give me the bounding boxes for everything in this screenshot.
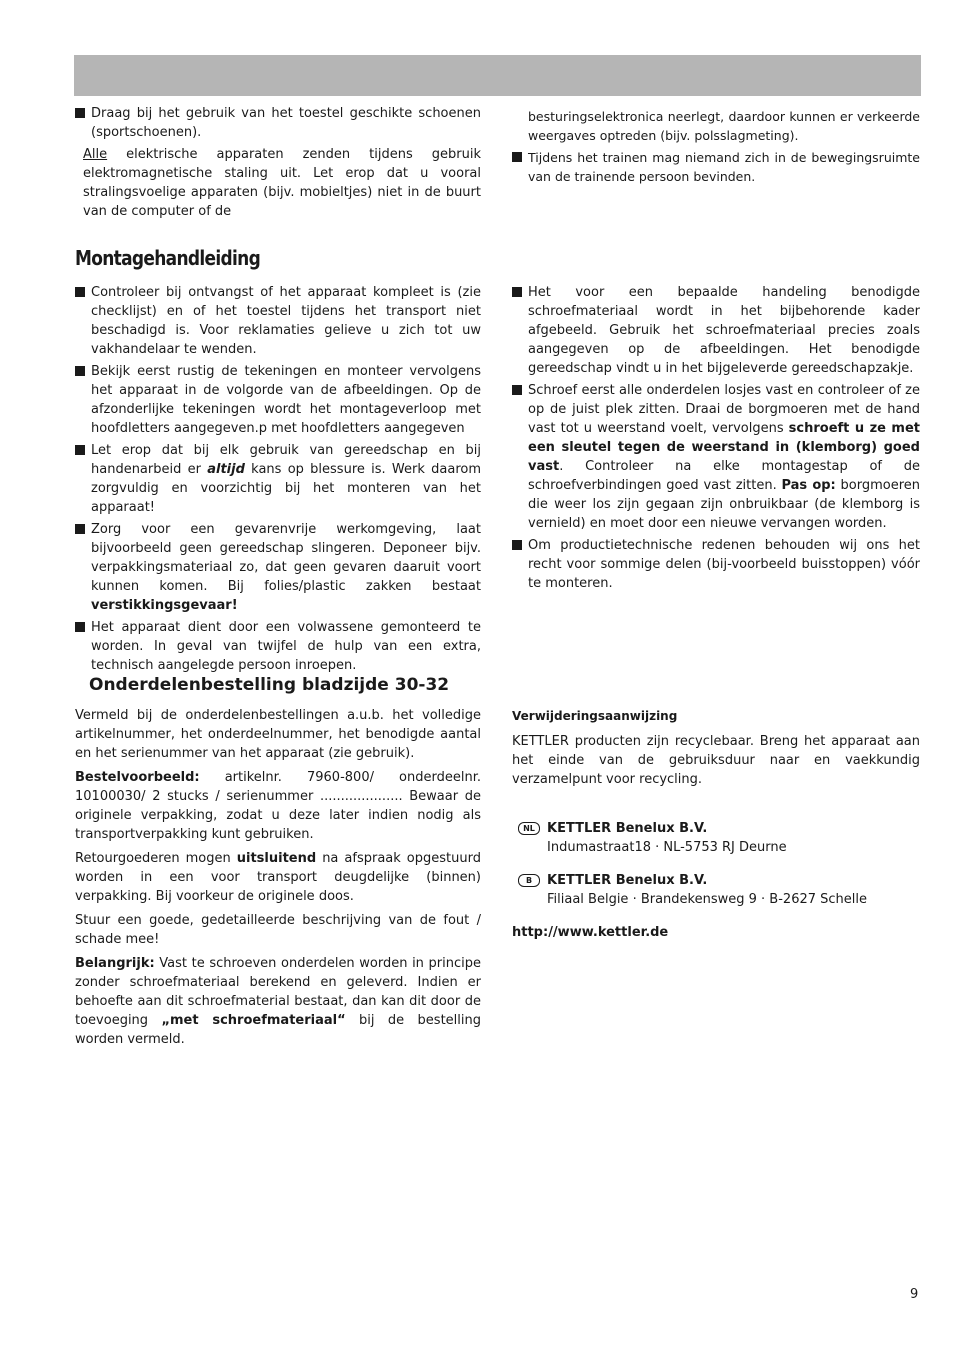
list-item: Het voor een bepaalde handeling benodigde schroefmateriaal wordt in het bijbehorende kader afgebeeld. Gebruik het schroefmateriaal precies zoals aangegeven op de afbeeldingen. Het benodigde gereedschap vindt u in het bijgeleverde gereedschapzakje. [512, 283, 920, 378]
list-item: Let erop dat bij elk gebruik van gereedschap en bij handenarbeid er altijd kans op blessure is. Werk daarom zorgvuldig en voorzichtig bij het monteren van het apparaat! [75, 441, 481, 517]
website-link[interactable]: http://www.kettler.de [512, 925, 669, 940]
square-bullet-icon [75, 622, 85, 632]
country-badge-icon: NL [518, 822, 540, 835]
list-item: Om productietechnische redenen behouden wij ons het recht voor sommige delen (bij-voorbeeld buisstoppen) vóór te monteren. [512, 536, 920, 593]
parts-paragraph: Stuur een goede, gedetailleerde beschrijving van de fout / schade mee! [75, 913, 481, 947]
list-item: Zorg voor een gevarenvrije werkomgeving, laat bijvoorbeeld geen gereedschap slingeren. Deponeer bijv. verpakkingsmateriaal zo, dat geen gevaren daaruit voort kunnen komen. Bij folies/plastic zakken bestaat verstikkingsgevaar! [75, 520, 481, 615]
parts-column [75, 706, 481, 1052]
square-bullet-icon [75, 445, 85, 455]
square-bullet-icon [75, 366, 85, 376]
list-item: Schroef eerst alle onderdelen losjes vast en controleer of ze op de juist plek zitten. Draai de borgmoeren met de hand vast tot u weerstand voelt, vervolgens schroeft u ze met een sleutel tegen de weerstand in (klemborg) goed vast. Controleer na elke montagestap of de schroefverbindingen goed vast zitten. Pas op: borgmoeren die weer los zijn gegaan zijn onbruikbaar (de klemborg is vernield) en moet door een nieuwe vervangen worden. [512, 381, 920, 533]
square-bullet-icon [512, 287, 522, 297]
page-number: 9 [910, 1287, 919, 1302]
parts-paragraph: Belangrijk: Vast te schroeven onderdelen worden in principe zonder schroefmateriaal berekend en geleverd. Indien er behoefte aan dit schroefmaterial bestaat, dan kan dit door de toevoeging „met schroefmateriaal“ bij de bestelling worden vermeld. [75, 956, 481, 1047]
country-badge-icon: B [518, 874, 540, 887]
section-title-montage: Montagehandleiding [75, 246, 261, 270]
contact-nl: NL KETTLER Benelux B.V. Indumastraat18 · NL-5753 RJ Deurne [512, 819, 920, 857]
list-item: Bekijk eerst rustig de tekeningen en monteer vervolgens het apparaat in de volgorde van de afbeeldingen. Op de afzonderlijke tekeningen wordt het montageverloop met hoofdletters aangegeven.p met hoofdletters aangegeven [75, 362, 481, 438]
list-item: Draag bij het gebruik van het toestel geschikte schoenen (sportschoenen). [75, 104, 481, 142]
square-bullet-icon [75, 287, 85, 297]
disposal-column [512, 707, 920, 942]
list-item: Controleer bij ontvangst of het apparaat kompleet is (zie checklijst) en of het toestel tijdens het transport niet beschadigd is. Voor reklamaties gelieve u zich tot uw vakhandelaar te wenden. [75, 283, 481, 359]
square-bullet-icon [75, 524, 85, 534]
square-bullet-icon [512, 152, 522, 162]
parts-paragraph: Retourgoederen mogen uitsluitend na afspraak opgestuurd worden in een voor transport deugdelijke (binnen) verpakking. Bij voorkeur de originele doos. [75, 851, 481, 904]
section-title-parts: Onderdelenbestelling bladzijde 30-32 [89, 675, 450, 695]
disposal-paragraph: KETTLER producten zijn recyclebaar. Breng het apparaat aan het einde van de gebruiksduur naar en vaekkundig verzamelpunt voor recycling. [512, 734, 920, 787]
parts-paragraph: Bestelvoorbeeld: artikelnr. 7960-800/ onderdeelnr. 10100030/ 2 stucks / serienummer .................... Bewaar de originele verpakking, zodat u deze later indien nodig als transportverpakking kunt gebruiken. [75, 770, 481, 842]
parts-paragraph: Vermeld bij de onderdelenbestellingen a.u.b. het volledige artikelnummer, het onderdeelnummer, het benodigde aantal en het serienummer van het apparaat (zie gebruik). [75, 708, 481, 761]
square-bullet-icon [512, 540, 522, 550]
montage-left-column [75, 283, 481, 678]
top-left-column [75, 104, 481, 224]
top-right-column [512, 107, 920, 189]
list-item: Tijdens het trainen mag niemand zich in de bewegingsruimte van de trainende persoon bevinden. [512, 148, 920, 186]
square-bullet-icon [512, 385, 522, 395]
electronics-paragraph: Alle elektrische apparaten zenden tijdens gebruik elektromagnetische staling uit. Let erop dat u vooral stralingsvoelige apparaten (bijv. mobieltjes) niet in de buurt van de computer of de [83, 147, 481, 219]
header-bar [74, 55, 921, 96]
continued-paragraph: besturingselektronica neerlegt, daardoor kunnen er verkeerde weergaves optreden (bijv. polsslagmeting). [528, 109, 920, 143]
list-item: Het apparaat dient door een volwassene gemonteerd te worden. In geval van twijfel de hulp van een extra, technisch aangelegde persoon inroepen. [75, 618, 481, 675]
disposal-heading: Verwijderingsaanwijzing [512, 709, 678, 723]
square-bullet-icon [75, 108, 85, 118]
montage-right-column [512, 283, 920, 596]
contact-be: B KETTLER Benelux B.V. Filiaal Belgie · Brandekensweg 9 · B-2627 Schelle [512, 871, 920, 909]
